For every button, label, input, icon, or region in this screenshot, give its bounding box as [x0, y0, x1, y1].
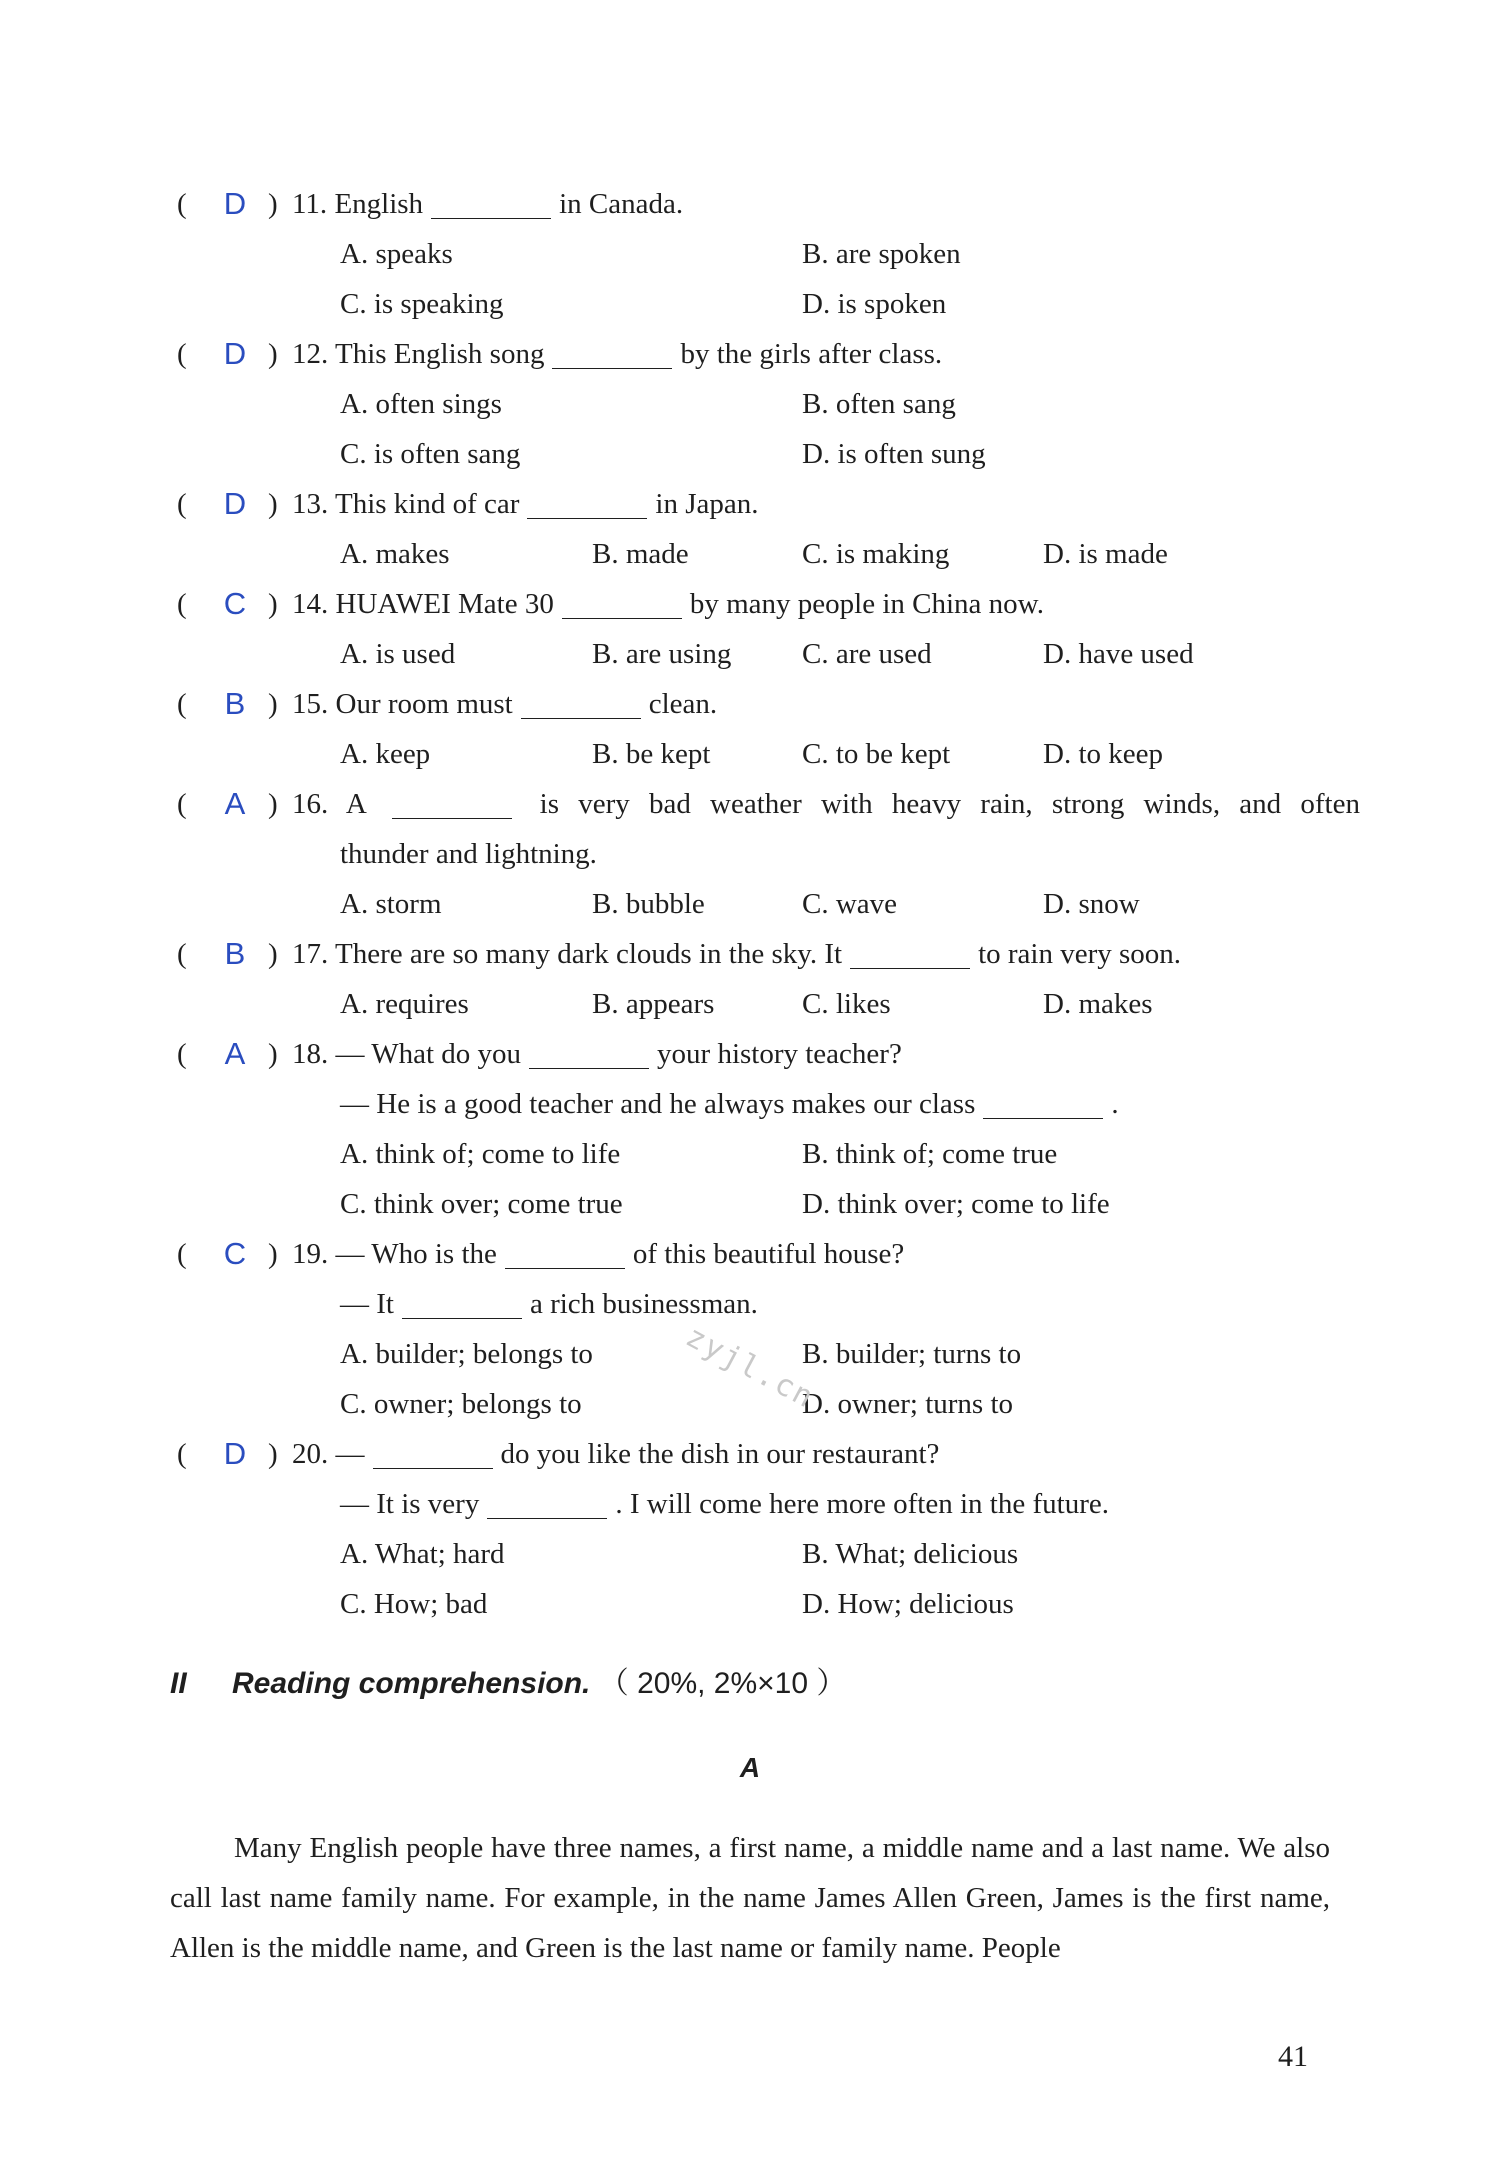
answer-mark: B	[224, 686, 246, 721]
option-a: A. speaks	[340, 238, 453, 270]
option-b: B. made	[592, 538, 689, 570]
answer-mark: C	[223, 586, 247, 621]
option-a: A. is used	[340, 638, 456, 670]
option-b: B. appears	[592, 988, 715, 1020]
answer-blank	[562, 586, 682, 619]
option-c: C. think over; come true	[340, 1188, 623, 1220]
question-18: ( A ) 18. — What do you your history teacher? — He is a good teacher and he always makes our class . A. think of; come to life B. think of; come true C. think over; come true D. think over; come to life	[170, 1029, 1360, 1229]
answer-mark: D	[223, 1436, 247, 1471]
question-stem: 11. English in Canada.	[292, 188, 684, 220]
question-17: ( B ) 17. There are so many dark clouds in the sky. It to rain very soon. A. requires B. appears C. likes D. makes	[170, 929, 1360, 1029]
answer-blank	[431, 186, 551, 219]
option-c: C. are used	[802, 638, 932, 670]
question-14: ( C ) 14. HUAWEI Mate 30 by many people in China now. A. is used B. are using C. are used D. have used	[170, 579, 1360, 679]
option-b: B. be kept	[592, 738, 711, 770]
option-a: A. builder; belongs to	[340, 1338, 593, 1370]
dialogue-line: — It is very . I will come here more often in the future.	[340, 1488, 1109, 1520]
option-c: C. How; bad	[340, 1588, 488, 1620]
question-stem: 15. Our room must clean.	[292, 688, 718, 720]
answer-mark: A	[224, 1036, 246, 1071]
page-number: 41	[1278, 2040, 1308, 2073]
question-19: ( C ) 19. — Who is the of this beautiful house? — It a rich businessman. A. builder; belongs to B. builder; turns to C. owner; belongs to D. owner; turns to	[170, 1229, 1360, 1429]
option-d: D. How; delicious	[802, 1588, 1014, 1620]
option-a: A. often sings	[340, 388, 502, 420]
passage-text: Many English people have three names, a first name, a middle name and a last name. We also call last name family name. For example, in the name James Allen Green, James is the first name, Allen is the middle name, and Green is the last name or family name. People	[170, 1832, 1330, 1964]
question-stem: 13. This kind of car in Japan.	[292, 488, 759, 520]
section-score: （ 20%, 2%×10 ）	[598, 1667, 847, 1700]
question-stem-continuation: thunder and lightning.	[340, 838, 597, 870]
section-title: Reading comprehension.	[232, 1667, 591, 1700]
question-stem: 14. HUAWEI Mate 30 by many people in China now.	[292, 588, 1044, 620]
question-stem: 17. There are so many dark clouds in the sky. It to rain very soon.	[292, 938, 1182, 970]
option-d: D. is spoken	[802, 288, 947, 320]
option-b: B. often sang	[802, 388, 956, 420]
option-c: C. is speaking	[340, 288, 504, 320]
option-b: B. builder; turns to	[802, 1338, 1022, 1370]
answer-blank	[373, 1436, 493, 1469]
question-stem: 18. — What do you your history teacher?	[292, 1038, 902, 1070]
answer-blank	[392, 786, 512, 819]
option-a: A. requires	[340, 988, 469, 1020]
answer-blank	[402, 1286, 522, 1319]
option-c: C. likes	[802, 988, 891, 1020]
question-11: ( D ) 11. English in Canada. A. speaks B. are spoken C. is speaking D. is spoken	[170, 179, 1360, 329]
option-d: D. think over; come to life	[802, 1188, 1110, 1220]
option-a: A. storm	[340, 888, 442, 920]
option-b: B. What; delicious	[802, 1538, 1019, 1570]
option-d: D. owner; turns to	[802, 1388, 1014, 1420]
question-15: ( B ) 15. Our room must clean. A. keep B. be kept C. to be kept D. to keep	[170, 679, 1360, 779]
answer-blank	[983, 1086, 1103, 1119]
option-c: C. is often sang	[340, 438, 521, 470]
option-d: D. have used	[1043, 638, 1194, 670]
answer-blank	[529, 1036, 649, 1069]
answer-blank	[552, 336, 672, 369]
option-c: C. owner; belongs to	[340, 1388, 582, 1420]
option-c: C. wave	[802, 888, 898, 920]
question-20: ( D ) 20. — do you like the dish in our restaurant? — It is very . I will come here more often in the future. A. What; hard B. What; delicious C. How; bad D. How; delicious	[170, 1429, 1360, 1629]
answer-blank	[505, 1236, 625, 1269]
option-d: D. snow	[1043, 888, 1140, 920]
option-a: A. What; hard	[340, 1538, 505, 1570]
passage-title: A	[739, 1752, 761, 1783]
option-b: B. bubble	[592, 888, 705, 920]
dialogue-line: — He is a good teacher and he always makes our class .	[340, 1088, 1119, 1120]
option-d: D. is often sung	[802, 438, 986, 470]
question-stem: 19. — Who is the of this beautiful house?	[292, 1238, 905, 1270]
option-c: C. is making	[802, 538, 950, 570]
dialogue-line: — It a rich businessman.	[340, 1288, 758, 1320]
watermark: zyjl.cn	[680, 1319, 821, 1416]
question-stem: 12. This English song by the girls after class.	[292, 338, 943, 370]
answer-mark: D	[223, 486, 247, 521]
option-b: B. are using	[592, 638, 732, 670]
answer-mark: A	[224, 786, 246, 821]
question-12: ( D ) 12. This English song by the girls after class. A. often sings B. often sang C. is often sang D. is often sung	[170, 329, 1360, 479]
option-a: A. makes	[340, 538, 450, 570]
option-d: D. is made	[1043, 538, 1168, 570]
answer-blank	[521, 686, 641, 719]
option-a: A. think of; come to life	[340, 1138, 621, 1170]
option-d: D. makes	[1043, 988, 1153, 1020]
option-c: C. to be kept	[802, 738, 951, 770]
option-a: A. keep	[340, 738, 431, 770]
section-heading	[170, 1658, 846, 1702]
answer-blank	[487, 1486, 607, 1519]
question-stem: 20. — do you like the dish in our restaurant?	[292, 1438, 940, 1470]
question-13: ( D ) 13. This kind of car in Japan. A. makes B. made C. is making D. is made	[170, 479, 1360, 579]
section-number: II	[170, 1667, 187, 1700]
answer-mark: B	[224, 936, 246, 971]
answer-blank	[850, 936, 970, 969]
option-d: D. to keep	[1043, 738, 1163, 770]
answer-mark: D	[223, 336, 247, 371]
question-16: ( A ) 16. A is very bad weather with heavy rain, strong winds, and often thunder and lightning. A. storm B. bubble C. wave D. snow	[170, 779, 1360, 929]
option-b: B. think of; come true	[802, 1138, 1058, 1170]
answer-mark: C	[223, 1236, 247, 1271]
option-b: B. are spoken	[802, 238, 961, 270]
answer-blank	[527, 486, 647, 519]
question-stem: 16. A is very bad weather with heavy rain, strong winds, and often	[292, 788, 1360, 820]
answer-mark: D	[223, 186, 247, 221]
